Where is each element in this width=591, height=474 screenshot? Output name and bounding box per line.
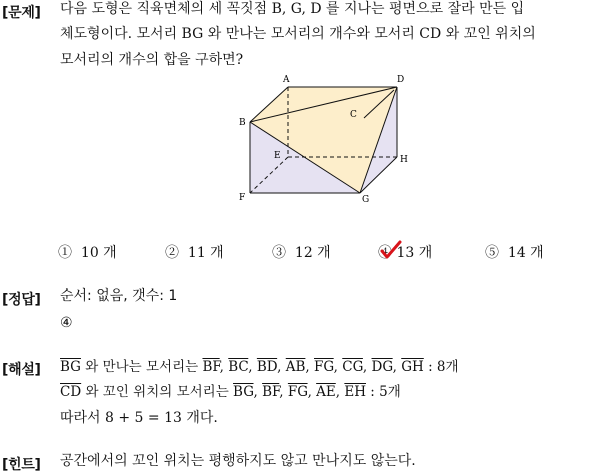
explanation-line-3: 따라서 8 + 5 = 13 개다. — [60, 410, 218, 426]
answer-line-1: 순서: 없음, 갯수: 1 — [60, 288, 178, 304]
choice-text: 10 개 — [80, 245, 117, 261]
choice-5[interactable] — [485, 242, 544, 262]
choice-mark: ④ — [378, 245, 392, 261]
choice-text: 12 개 — [294, 245, 331, 261]
explanation-line-1: $\overline{BG}$ 와 만나는 모서리는 $\overline{BF}$, $\overline{BC}$, $\overline{BD}$, $\overline{AB}$, $\overline{FG}$, $\overline{CG}$, $\overline{DG}$, $\overline{GH}$ : 8개 — [60, 359, 459, 375]
edge-symbol: $\overline{CD}$ — [60, 384, 82, 400]
vertex-G: G — [362, 195, 370, 205]
choice-text: 14 개 — [507, 245, 544, 261]
vertex-B: B — [239, 118, 246, 128]
choice-mark: ③ — [272, 245, 286, 261]
edge-symbol: $\overline{BF}$ — [202, 359, 220, 375]
problem-line-2: 체도형이다. 모서리 BG 와 만나는 모서리의 개수와 모서리 CD 와 꼬인 위치의 — [60, 26, 536, 42]
text-run: 와 만나는 모서리는 — [80, 359, 203, 375]
choice-mark: ⑤ — [485, 245, 499, 261]
explanation-line-2: $\overline{CD}$ 와 꼬인 위치의 모서리는 $\overline{BG}$, $\overline{BF}$, $\overline{FG}$, $\overline{AE}$, $\overline{EH}$ : 5개 — [60, 384, 401, 400]
edge-symbol: $\overline{BC}$ — [228, 359, 249, 375]
text-run: 와 꼬인 위치의 모서리는 — [81, 384, 234, 400]
vertex-E: E — [274, 151, 281, 161]
edge-symbol: $\overline{CG}$ — [342, 359, 363, 375]
text-run: : 5개 — [366, 384, 401, 400]
choice-3[interactable] — [272, 242, 331, 262]
choice-mark: ① — [58, 245, 72, 261]
problem-line-1: 다음 도형은 직육면체의 세 꼭짓점 B, G, D 를 지나는 평면으로 잘라 만든 입 — [60, 1, 525, 17]
choice-1[interactable] — [58, 242, 117, 262]
edge-symbol: $\overline{BG}$ — [60, 359, 81, 375]
choice-text: 11 개 — [187, 245, 224, 261]
choice-text: 13 개 — [396, 245, 433, 261]
choice-4[interactable] — [378, 242, 432, 262]
vertex-H: H — [400, 155, 408, 165]
choice-2[interactable] — [165, 242, 224, 262]
explanation-label: [해설] — [2, 362, 41, 378]
edge-symbol: $\overline{EH}$ — [344, 384, 366, 400]
check-icon — [380, 240, 402, 260]
vertex-C: C — [350, 110, 357, 120]
hint-label: [힌트] — [2, 457, 41, 473]
edge-symbol: $\overline{GH}$ — [401, 359, 424, 375]
edge-symbol: $\overline{BF}$ — [262, 384, 280, 400]
answer-line-2: ④ — [60, 315, 73, 331]
edge-symbol: $\overline{BD}$ — [256, 359, 278, 375]
edge-symbol: $\overline{FG}$ — [314, 359, 334, 375]
hint-text: 공간에서의 꼬인 위치는 평행하지도 않고 만나지도 않는다. — [60, 453, 416, 469]
choice-mark: ② — [165, 245, 179, 261]
vertex-F: F — [239, 193, 246, 203]
edge-symbol: $\overline{FG}$ — [287, 384, 308, 400]
vertex-A: A — [283, 75, 290, 85]
problem-label: [문제] — [2, 5, 41, 21]
edge-symbol: $\overline{AB}$ — [285, 359, 306, 375]
edge-symbol: $\overline{AE}$ — [316, 384, 336, 400]
edge-symbol: $\overline{BG}$ — [233, 384, 254, 400]
vertex-D: D — [397, 75, 405, 85]
text-run: : 8개 — [423, 359, 459, 375]
problem-line-3: 모서리의 개수의 합을 구하면? — [60, 52, 244, 68]
answer-label: [정답] — [2, 292, 41, 308]
edge-symbol: $\overline{DG}$ — [371, 359, 393, 375]
